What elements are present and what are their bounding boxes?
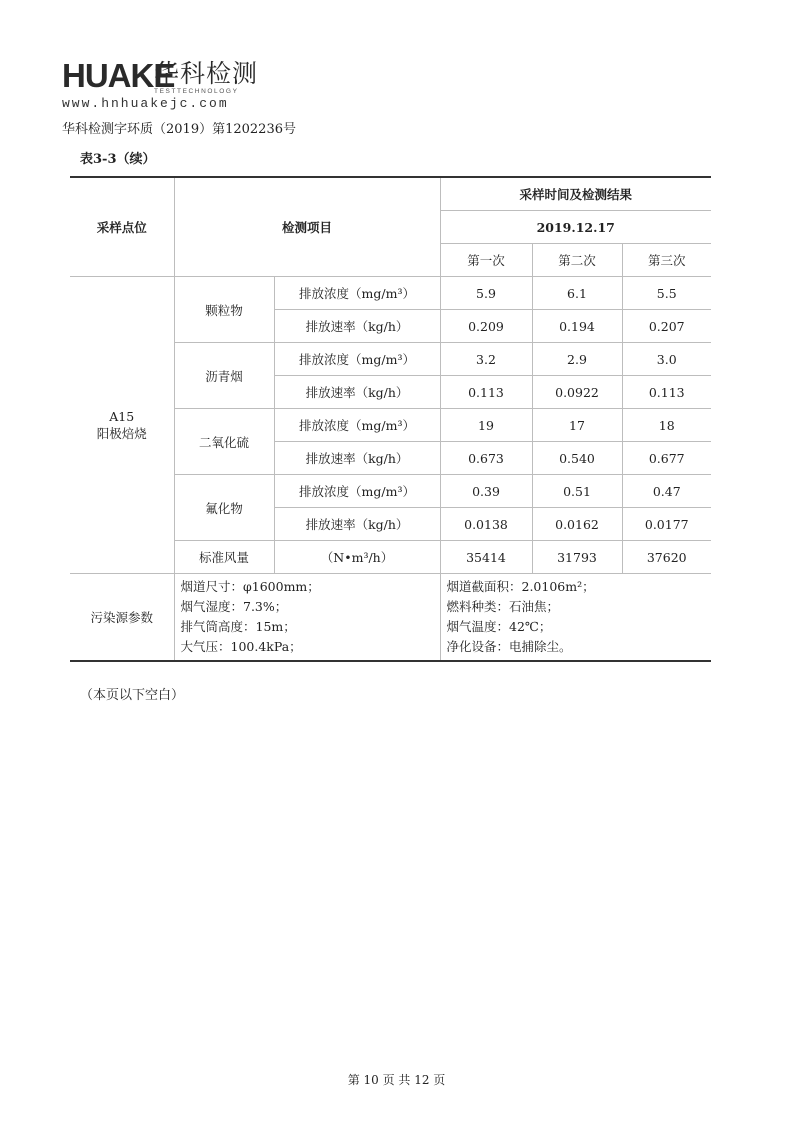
report-number: 华科检测字环质（2019）第1202236号 bbox=[62, 122, 296, 137]
value-cell: 0.0922 bbox=[532, 376, 622, 409]
param-line: 排气筒高度：15m； bbox=[180, 619, 296, 634]
value-cell: 0.0138 bbox=[440, 508, 532, 541]
value-cell: 6.1 bbox=[532, 277, 622, 310]
source-params-right bbox=[440, 574, 711, 662]
value-cell: 31793 bbox=[532, 541, 622, 574]
value-cell: 0.540 bbox=[532, 442, 622, 475]
header-round-3: 第三次 bbox=[622, 244, 711, 277]
conc-label: 排放浓度（mg/m³） bbox=[274, 475, 440, 508]
blank-page-note: （本页以下空白） bbox=[80, 688, 185, 703]
logo-subtitle: TESTTECHNOLOGY bbox=[154, 88, 239, 95]
param-line: 烟道尺寸：φ1600mm； bbox=[180, 579, 320, 594]
rate-label: 排放速率（kg/h） bbox=[274, 508, 440, 541]
value-cell: 0.0177 bbox=[622, 508, 711, 541]
page-footer: 第 10 页 共 12 页 bbox=[347, 1073, 446, 1087]
value-cell: 0.194 bbox=[532, 310, 622, 343]
pollutant-name: 沥青烟 bbox=[174, 343, 274, 409]
param-line: 烟气温度：42℃； bbox=[446, 619, 552, 634]
table-caption: 表3-3（续） bbox=[80, 152, 156, 167]
param-line: 燃料种类：石油焦； bbox=[446, 599, 560, 614]
source-params-label: 污染源参数 bbox=[70, 574, 174, 662]
std-flow-unit: （N•m³/h） bbox=[274, 541, 440, 574]
company-url: www.hnhuakejc.com bbox=[62, 96, 229, 111]
rate-label: 排放速率（kg/h） bbox=[274, 310, 440, 343]
value-cell: 2.9 bbox=[532, 343, 622, 376]
param-line: 净化设备：电捕除尘。 bbox=[446, 639, 572, 654]
source-params-left bbox=[174, 574, 440, 662]
pollutant-name: 颗粒物 bbox=[174, 277, 274, 343]
header-round-1: 第一次 bbox=[440, 244, 532, 277]
header-results: 采样时间及检测结果 bbox=[440, 177, 711, 211]
header-test-item: 检测项目 bbox=[174, 177, 440, 277]
value-cell: 0.39 bbox=[440, 475, 532, 508]
value-cell: 0.207 bbox=[622, 310, 711, 343]
header-round-2: 第二次 bbox=[532, 244, 622, 277]
emission-results-table bbox=[70, 176, 711, 662]
sampling-point-cell bbox=[70, 277, 174, 574]
value-cell: 0.0162 bbox=[532, 508, 622, 541]
value-cell: 0.113 bbox=[622, 376, 711, 409]
value-cell: 18 bbox=[622, 409, 711, 442]
value-cell: 0.113 bbox=[440, 376, 532, 409]
logo-chinese-text: 华科检测 bbox=[154, 59, 259, 88]
point-name: 阳极焙烧 bbox=[96, 425, 147, 441]
value-cell: 5.5 bbox=[622, 277, 711, 310]
std-flow-label: 标准风量 bbox=[174, 541, 274, 574]
value-cell: 17 bbox=[532, 409, 622, 442]
pollutant-name: 二氧化硫 bbox=[174, 409, 274, 475]
header-date: 2019.12.17 bbox=[440, 211, 711, 244]
param-line: 大气压：100.4kPa； bbox=[180, 639, 302, 654]
value-cell: 3.2 bbox=[440, 343, 532, 376]
conc-label: 排放浓度（mg/m³） bbox=[274, 343, 440, 376]
value-cell: 37620 bbox=[622, 541, 711, 574]
param-line: 烟气湿度：7.3%； bbox=[180, 599, 288, 614]
pollutant-name: 氟化物 bbox=[174, 475, 274, 541]
value-cell: 35414 bbox=[440, 541, 532, 574]
value-cell: 0.51 bbox=[532, 475, 622, 508]
rate-label: 排放速率（kg/h） bbox=[274, 442, 440, 475]
value-cell: 0.47 bbox=[622, 475, 711, 508]
conc-label: 排放浓度（mg/m³） bbox=[274, 277, 440, 310]
point-code: A15 bbox=[109, 408, 135, 424]
logo-latin-text: HUAKE bbox=[62, 57, 175, 94]
value-cell: 5.9 bbox=[440, 277, 532, 310]
table-row bbox=[70, 574, 711, 662]
conc-label: 排放浓度（mg/m³） bbox=[274, 409, 440, 442]
param-line: 烟道截面积：2.0106m²； bbox=[446, 579, 595, 594]
header-sampling-point: 采样点位 bbox=[70, 177, 174, 277]
rate-label: 排放速率（kg/h） bbox=[274, 376, 440, 409]
value-cell: 19 bbox=[440, 409, 532, 442]
value-cell: 3.0 bbox=[622, 343, 711, 376]
value-cell: 0.673 bbox=[440, 442, 532, 475]
value-cell: 0.209 bbox=[440, 310, 532, 343]
value-cell: 0.677 bbox=[622, 442, 711, 475]
table-row bbox=[70, 277, 711, 310]
